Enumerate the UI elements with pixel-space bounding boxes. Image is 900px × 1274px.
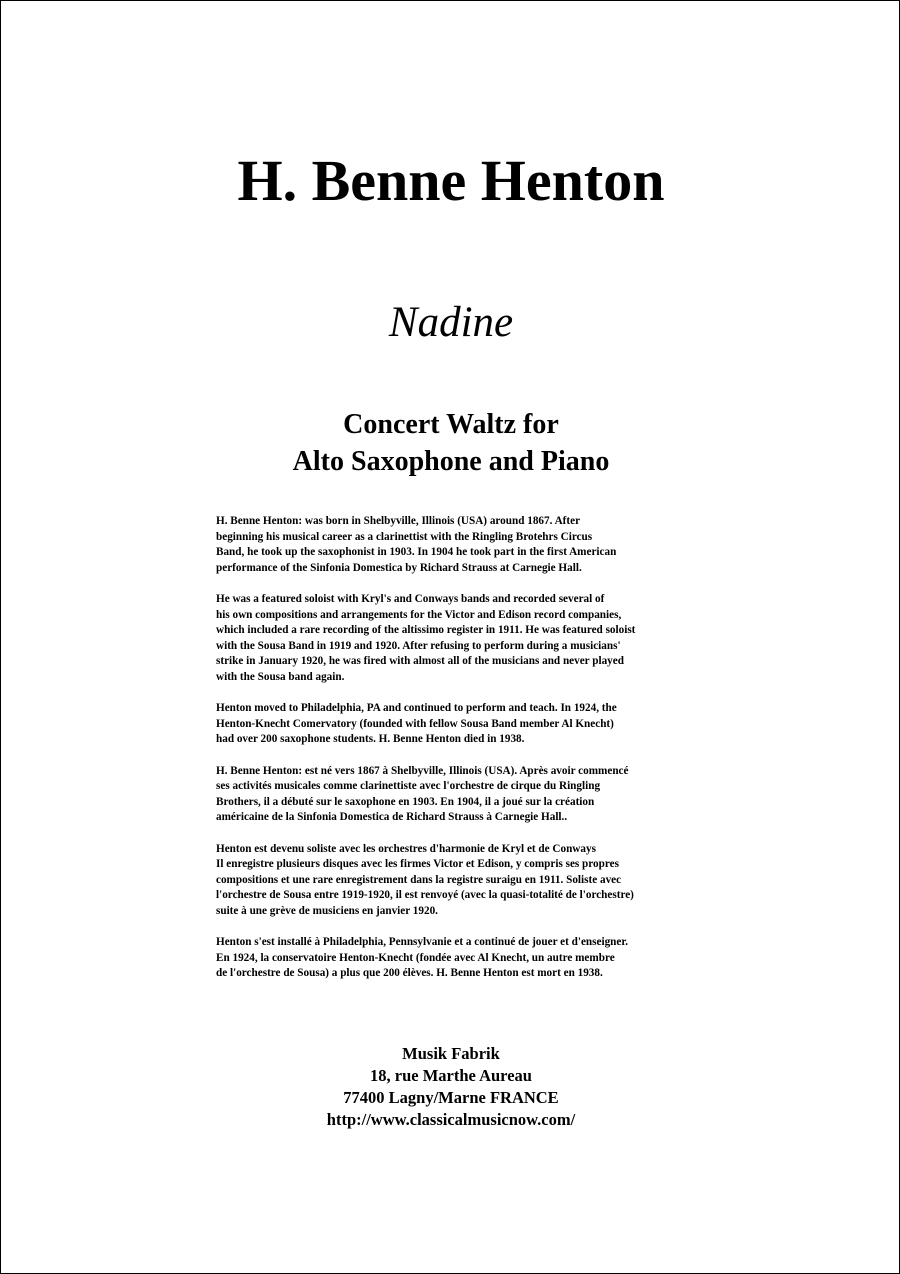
bio-paragraph-fr-1 bbox=[216, 764, 736, 826]
bio-line: beginning his musical career as a clarinettist with the Ringling Brotehrs Circus bbox=[216, 530, 593, 543]
bio-line: Band, he took up the saxophonist in 1903. In 1904 he took part in the first American bbox=[216, 546, 617, 558]
subtitle-line: Concert Waltz for bbox=[343, 409, 559, 440]
bio-line: strike in January 1920, he was fired with almost all of the musicians and never played bbox=[216, 655, 624, 667]
publisher-url: http://www.classicalmusicnow.com/ bbox=[326, 1110, 576, 1129]
biography bbox=[216, 514, 736, 998]
bio-line: Henton s'est installé à Philadelphia, Pennsylvanie et a continué de jouer et d'enseigner. bbox=[216, 936, 629, 948]
bio-line: Henton-Knecht Comervatory (founded with fellow Sousa Band member Al Knecht) bbox=[216, 717, 614, 730]
subtitle-line: Alto Saxophone and Piano bbox=[292, 446, 610, 477]
bio-line: had over 200 saxophone students. H. Benne Henton died in 1938. bbox=[216, 733, 525, 745]
bio-line: suite à une grève de musiciens en janvier 1920. bbox=[216, 904, 438, 917]
publisher-city: 77400 Lagny/Marne FRANCE bbox=[343, 1088, 559, 1107]
composer-name: H. Benne Henton bbox=[237, 148, 665, 213]
publisher-address bbox=[1, 1043, 900, 1131]
publisher-name: Musik Fabrik bbox=[402, 1044, 500, 1063]
bio-paragraph-en-2 bbox=[216, 592, 736, 685]
bio-line: H. Benne Henton: was born in Shelbyville, Illinois (USA) around 1867. After bbox=[216, 515, 581, 527]
bio-line: his own compositions and arrangements for the Victor and Edison record companies, bbox=[216, 608, 622, 621]
bio-line: Henton moved to Philadelphia, PA and continued to perform and teach. In 1924, the bbox=[216, 702, 617, 714]
bio-line: with the Sousa Band in 1919 and 1920. After refusing to perform during a musicians' bbox=[216, 639, 621, 652]
bio-line: Henton est devenu soliste avec les orchestres d'harmonie de Kryl et de Conways bbox=[216, 842, 596, 855]
bio-line: de l'orchestre de Sousa) a plus que 200 élèves. H. Benne Henton est mort en 1938. bbox=[216, 967, 603, 979]
bio-line: He was a featured soloist with Kryl's and Conways bands and recorded several of bbox=[216, 593, 605, 605]
bio-line: Brothers, il a débuté sur le saxophone en 1903. En 1904, il a joué sur la création bbox=[216, 795, 595, 808]
bio-line: with the Sousa band again. bbox=[216, 670, 345, 683]
bio-line: performance of the Sinfonia Domestica by Richard Strauss at Carnegie Hall. bbox=[216, 561, 582, 574]
bio-line: ses activités musicales comme clarinettiste avec l'orchestre de cirque du Ringling bbox=[216, 780, 601, 792]
bio-line: H. Benne Henton: est né vers 1867 à Shelbyville, Illinois (USA). Après avoir commencé bbox=[216, 764, 629, 777]
bio-line: l'orchestre de Sousa entre 1919-1920, il est renvoyé (avec la quasi-totalité de l'orchestre) bbox=[216, 889, 634, 901]
piece-subtitle bbox=[1, 406, 900, 480]
publisher-street: 18, rue Marthe Aureau bbox=[370, 1066, 532, 1085]
bio-line: compositions et une rare enregistrement dans la registre suraigu en 1911. Soliste avec bbox=[216, 873, 622, 886]
bio-paragraph-en-3 bbox=[216, 701, 736, 748]
bio-line: américaine de la Sinfonia Domestica de Richard Strauss à Carnegie Hall.. bbox=[216, 811, 568, 823]
bio-line: Il enregistre plusieurs disques avec les firmes Victor et Edison, y compris ses propres bbox=[216, 858, 619, 870]
piece-title: Nadine bbox=[388, 299, 514, 346]
bio-line: En 1924, la conservatoire Henton-Knecht (fondée avec Al Knecht, un autre membre bbox=[216, 951, 615, 964]
bio-paragraph-en-1 bbox=[216, 514, 736, 576]
bio-line: which included a rare recording of the altissimo register in 1911. He was featured soloist bbox=[216, 624, 636, 636]
bio-paragraph-fr-3 bbox=[216, 935, 736, 982]
bio-paragraph-fr-2 bbox=[216, 842, 736, 920]
